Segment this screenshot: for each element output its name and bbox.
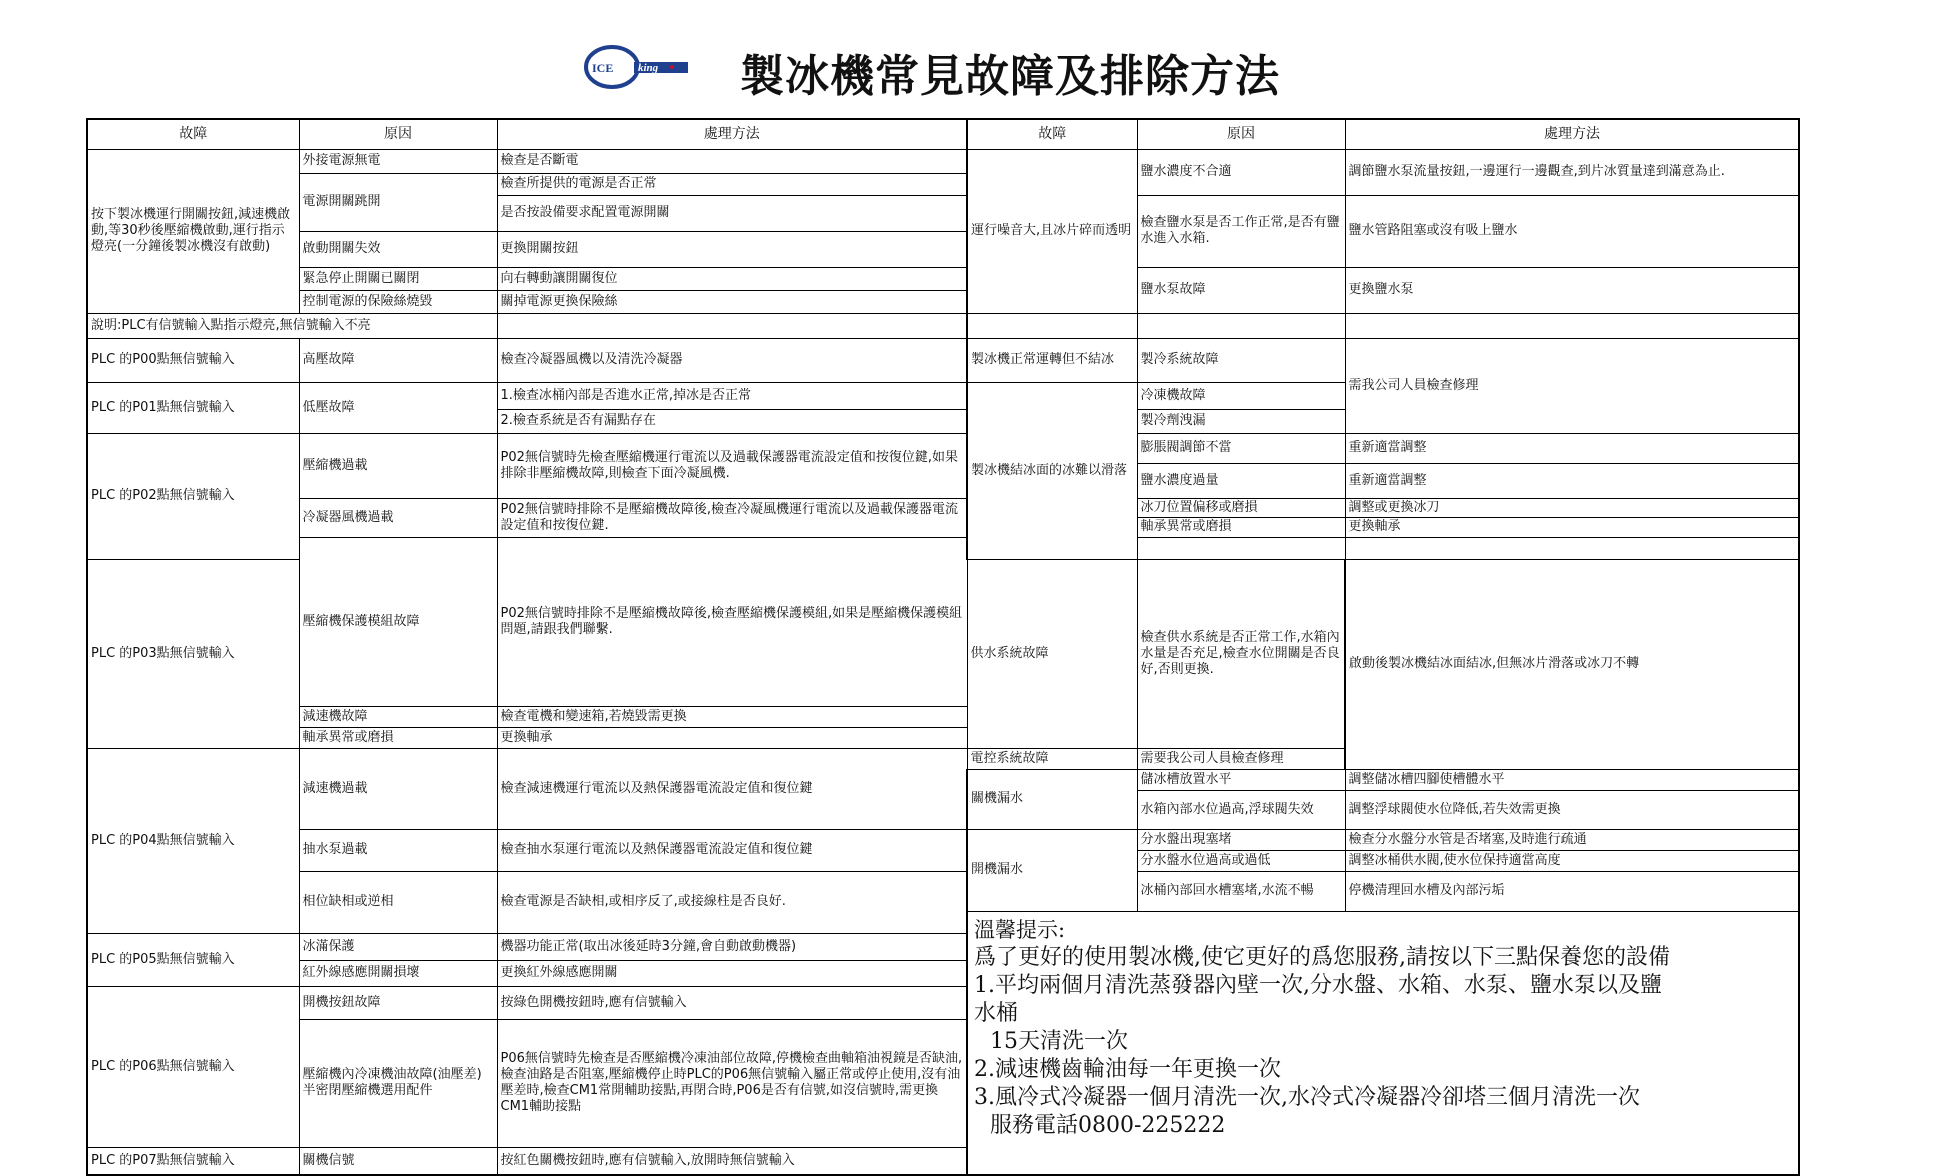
- cause-cell: 電控系統故障: [967, 748, 1137, 769]
- cause-cell: 冰桶內部回水槽塞堵,水流不暢: [1137, 871, 1345, 911]
- table-row: [87, 829, 1799, 850]
- fault-p04-cell: PLC 的P04點無信號輸入: [87, 748, 299, 933]
- method-cell: 檢查電機和變速箱,若燒毀需更換: [497, 706, 967, 727]
- cause-cell: 儲冰槽放置水平: [1137, 769, 1345, 790]
- cause-cell: 軸承異常或磨損: [299, 727, 497, 748]
- cause-cell: 壓縮機過載: [299, 433, 497, 498]
- method-cell: 調整浮球閥使水位降低,若失效需更換: [1345, 790, 1799, 829]
- cause-cell: 減速機過載: [299, 748, 497, 829]
- method-cell: P02無信號時排除不是壓縮機故障後,檢查壓縮機保護模組,如果是壓縮機保護模組問題,請跟我們聯繫.: [497, 537, 967, 706]
- fault-p05-cell: PLC 的P05點無信號輸入: [87, 933, 299, 986]
- table-row: [87, 498, 1799, 517]
- method-cell: 調節鹽水泵流量按鈕,一邊運行一邊觀查,到片冰質量達到滿意為止.: [1345, 149, 1799, 195]
- table-row: [87, 313, 1799, 338]
- cause-cell: 供水系統故障: [967, 559, 1137, 748]
- cause-cell: 冰刀位置偏移或磨損: [1137, 498, 1345, 517]
- method-cell: 更換開關按鈕: [497, 231, 967, 267]
- cause-cell: 鹽水濃度過量: [1137, 463, 1345, 498]
- method-cell: 檢查抽水泵運行電流以及熱保護器電流設定值和復位鍵: [497, 829, 967, 871]
- method-cell: 調整儲冰槽四腳使槽體水平: [1345, 769, 1799, 790]
- method-cell: 關掉電源更換保險絲: [497, 290, 967, 313]
- cause-cell: 抽水泵過載: [299, 829, 497, 871]
- fault-startup-ice-cell: 啟動後製冰機結冰面結冰,但無冰片滑落或冰刀不轉: [1345, 559, 1799, 769]
- cause-cell: 鹽水濃度不合適: [1137, 149, 1345, 195]
- maintenance-tips: [967, 911, 1799, 1175]
- ice-king-logo: [582, 44, 690, 90]
- page-title: 製冰機常見故障及排除方法: [740, 51, 1280, 102]
- fault-p00-cell: PLC 的P00點無信號輸入: [87, 338, 299, 382]
- empty-cell: [1345, 313, 1799, 338]
- empty-cell: [497, 313, 967, 338]
- table-row: [87, 871, 1799, 911]
- cause-cell: 壓縮機內冷凍機油故障(油壓差) 半密閉壓縮機選用配件: [299, 1019, 497, 1147]
- method-cell: 機器功能正常(取出冰後延時3分鐘,會自動啟動機器): [497, 933, 967, 960]
- empty-cell: [967, 313, 1137, 338]
- method-cell: 檢查電源是否缺相,或相序反了,或接線柱是否良好.: [497, 871, 967, 933]
- tips-line: 2.減速機齒輪油每一年更換一次: [974, 1056, 1281, 1082]
- table-row: [87, 267, 1799, 290]
- cause-cell: 相位缺相或逆相: [299, 871, 497, 933]
- cause-cell: 壓縮機保護模組故障: [299, 537, 497, 706]
- cause-cell: 紅外線感應開關損壞: [299, 960, 497, 986]
- empty-cell: [1137, 537, 1345, 559]
- table-row: [87, 433, 1799, 463]
- svg-text:king: king: [638, 62, 659, 74]
- header-fault: 故障: [87, 119, 299, 149]
- tips-line: 1.平均兩個月清洗蒸發器內壁一次,分水盤、水箱、水泵、鹽水泵以及鹽: [974, 972, 1662, 998]
- fault-noise-cell: 運行噪音大,且冰片碎而透明: [967, 149, 1137, 313]
- method-cell: 檢查減速機運行電流以及熱保護器電流設定值和復位鍵: [497, 748, 967, 829]
- method-cell: 更換紅外線感應開關: [497, 960, 967, 986]
- method-cell: 檢查分水盤分水管是否堵塞,及時進行疏通: [1345, 829, 1799, 850]
- method-cell: 需我公司人員檢查修理: [1345, 338, 1799, 433]
- method-cell: 按綠色開機按鈕時,應有信號輸入: [497, 986, 967, 1019]
- cause-cell: 緊急停止開關已關閉: [299, 267, 497, 290]
- method-cell: 重新適當調整: [1345, 433, 1799, 463]
- method-cell: 向右轉動讓開關復位: [497, 267, 967, 290]
- cause-cell: 關機信號: [299, 1147, 497, 1175]
- fault-p07-cell: PLC 的P07點無信號輸入: [87, 1147, 299, 1175]
- cause-cell: 分水盤出現塞堵: [1137, 829, 1345, 850]
- plc-note: 說明:PLC有信號輸入點指示燈亮,無信號輸入不亮: [87, 313, 497, 338]
- tips-heading: 溫馨提示:: [974, 917, 1066, 942]
- method-cell: 檢查是否斷電: [497, 149, 967, 173]
- cause-cell: 低壓故障: [299, 382, 497, 433]
- method-cell: 調整或更換冰刀: [1345, 498, 1799, 517]
- method-cell: 2.檢查系統是否有漏點存在: [497, 409, 967, 433]
- cause-cell: 分水盤水位過高或過低: [1137, 850, 1345, 871]
- tips-line: 水桶: [974, 1000, 1019, 1026]
- cause-cell: 啟動開關失效: [299, 231, 497, 267]
- empty-cell: [1345, 537, 1799, 559]
- table-row: [87, 149, 1799, 173]
- header-method: 處理方法: [497, 119, 967, 149]
- method-cell: 1.檢查冰桶內部是否進水正常,掉冰是否正常: [497, 382, 967, 409]
- service-phone: 服務電話0800-225222: [990, 1112, 1226, 1138]
- fault-p01-cell: PLC 的P01點無信號輸入: [87, 382, 299, 433]
- method-cell: 更換鹽水泵: [1345, 267, 1799, 313]
- fault-startup-cell: 按下製冰機運行開關按鈕,減速機啟動,等30秒後壓縮機啟動,運行指示燈亮(一分鐘後製冰機沒有啟動): [87, 149, 299, 313]
- fault-p02-cell: PLC 的P02點無信號輸入: [87, 433, 299, 559]
- cause-cell: 高壓故障: [299, 338, 497, 382]
- cause-cell: 冷凝器風機過載: [299, 498, 497, 537]
- tips-line: 15天清洗一次: [990, 1028, 1128, 1054]
- fault-leak-off-cell: 關機漏水: [967, 769, 1137, 829]
- cause-cell: 外接電源無電: [299, 149, 497, 173]
- method-cell: 停機清理回水槽及內部污垢: [1345, 871, 1799, 911]
- method-cell: P02無信號時先檢查壓縮機運行電流以及過載保護器電流設定值和按復位鍵,如果排除非壓縮機故障,則檢查下面冷凝風機.: [497, 433, 967, 498]
- cause-cell: 製冷劑洩漏: [1137, 409, 1345, 433]
- svg-text:ICE: ICE: [592, 61, 614, 75]
- method-cell: 按紅色關機按鈕時,應有信號輸入,放開時無信號輸入: [497, 1147, 967, 1175]
- table-row: [87, 537, 1799, 559]
- method-cell: 檢查供水系統是否正常工作,水箱內水量是否充足,檢查水位開關是否良好,否則更換.: [1137, 559, 1345, 748]
- cause-cell: 膨脹閥調節不當: [1137, 433, 1345, 463]
- cause-cell: 軸承異常或磨損: [1137, 517, 1345, 537]
- cause-cell: 水箱內部水位過高,浮球閥失效: [1137, 790, 1345, 829]
- header-method-right: 處理方法: [1345, 119, 1799, 149]
- cause-cell: 控制電源的保險絲燒毀: [299, 290, 497, 313]
- header-cause-right: 原因: [1137, 119, 1345, 149]
- cause-cell: 製冷系統故障: [1137, 338, 1345, 382]
- empty-cell: [1137, 313, 1345, 338]
- cause-cell: 電源開關跳開: [299, 173, 497, 231]
- method-cell: 重新適當調整: [1345, 463, 1799, 498]
- method-cell: 鹽水管路阻塞或沒有吸上鹽水: [1345, 195, 1799, 267]
- table-header-row: [87, 119, 1799, 149]
- fault-slippery-cell: 製冰機結冰面的冰難以滑落: [967, 382, 1137, 559]
- cause-cell: 冰滿保護: [299, 933, 497, 960]
- method-cell: 更換軸承: [1345, 517, 1799, 537]
- fault-p03-cell: PLC 的P03點無信號輸入: [87, 559, 299, 748]
- cause-cell: 開機按鈕故障: [299, 986, 497, 1019]
- method-cell: 需要我公司人員檢查修理: [1137, 748, 1345, 769]
- fault-leak-on-cell: 開機漏水: [967, 829, 1137, 911]
- method-cell: 更換軸承: [497, 727, 967, 748]
- method-cell: 檢查冷凝器風機以及清洗冷凝器: [497, 338, 967, 382]
- header-fault-right: 故障: [967, 119, 1137, 149]
- fault-table: [86, 118, 1800, 1176]
- fault-p06-cell: PLC 的P06點無信號輸入: [87, 986, 299, 1147]
- tips-line: 爲了更好的使用製冰機,使它更好的爲您服務,請按以下三點保養您的設備: [974, 944, 1670, 970]
- method-cell: P06無信號時先檢查是否壓縮機冷凍油部位故障,停機檢查曲軸箱油視鏡是否缺油,檢查油路是否阻塞,壓縮機停止時PLC的P06無信號輸入屬正常或停止使用,沒有油壓差時,檢查CM1常開輔助接點,再閉合時,P06是否有信號,如沒信號時,需更換CM1輔助接點: [497, 1019, 967, 1147]
- cause-cell: 減速機故障: [299, 706, 497, 727]
- table-row: [87, 338, 1799, 382]
- cause-cell: 檢查鹽水泵是否工作正常,是否有鹽水進入水箱.: [1137, 195, 1345, 267]
- tips-line: 3.風冷式冷凝器一個月清洗一次,水冷式冷凝器冷卻塔三個月清洗一次: [974, 1084, 1640, 1110]
- method-cell: 是否按設備要求配置電源開關: [497, 195, 967, 231]
- method-cell: 調整冰桶供水閥,使水位保持適當高度: [1345, 850, 1799, 871]
- method-cell: 檢查所提供的電源是否正常: [497, 173, 967, 195]
- method-cell: P02無信號時排除不是壓縮機故障後,檢查冷凝風機運行電流以及過載保護器電流設定值和按復位鍵.: [497, 498, 967, 537]
- fault-noice-cell: 製冰機正常運轉但不結冰: [967, 338, 1137, 382]
- page-header: [0, 0, 1942, 118]
- header-cause: 原因: [299, 119, 497, 149]
- cause-cell: 冷凍機故障: [1137, 382, 1345, 409]
- cause-cell: 鹽水泵故障: [1137, 267, 1345, 313]
